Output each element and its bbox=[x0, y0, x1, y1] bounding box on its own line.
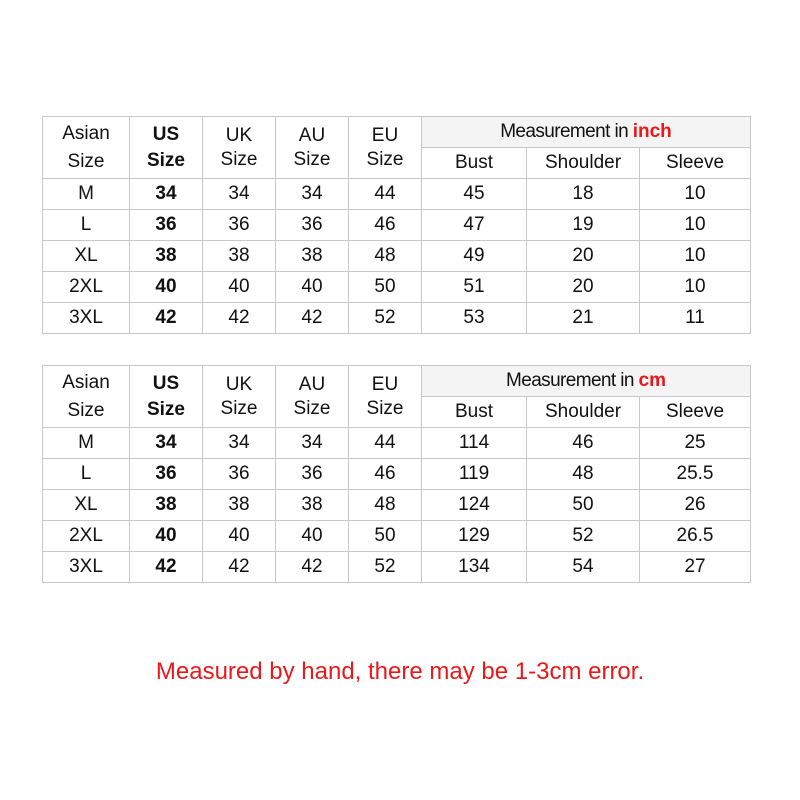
table-row bbox=[43, 428, 751, 459]
sleeve-header: Sleeve bbox=[640, 148, 751, 179]
sleeve-cell: 27 bbox=[640, 552, 751, 583]
uk-size-cell: 40 bbox=[203, 272, 276, 303]
us-size-cell: 42 bbox=[130, 303, 203, 334]
shoulder-header: Shoulder bbox=[527, 148, 640, 179]
sleeve-cell: 11 bbox=[640, 303, 751, 334]
sleeve-cell: 10 bbox=[640, 179, 751, 210]
bust-cell: 124 bbox=[422, 490, 527, 521]
bust-cell: 53 bbox=[422, 303, 527, 334]
au-size-cell: 34 bbox=[276, 428, 349, 459]
table-row bbox=[43, 490, 751, 521]
uk-size-cell: 42 bbox=[203, 552, 276, 583]
bust-cell: 134 bbox=[422, 552, 527, 583]
us-size-cell: 38 bbox=[130, 241, 203, 272]
au-size-cell: 40 bbox=[276, 521, 349, 552]
us-size-cell: 42 bbox=[130, 552, 203, 583]
bust-cell: 114 bbox=[422, 428, 527, 459]
us-size-header: US Size bbox=[130, 117, 203, 179]
eu-size-cell: 44 bbox=[349, 428, 422, 459]
uk-size-cell: 36 bbox=[203, 459, 276, 490]
asian-size-cell: 3XL bbox=[43, 552, 130, 583]
shoulder-cell: 21 bbox=[527, 303, 640, 334]
eu-size-header: EU Size bbox=[349, 366, 422, 428]
asian-size-header: Asian Size bbox=[43, 366, 130, 428]
shoulder-cell: 50 bbox=[527, 490, 640, 521]
us-size-cell: 40 bbox=[130, 521, 203, 552]
asian-size-cell: M bbox=[43, 179, 130, 210]
size-table-inch bbox=[42, 116, 751, 334]
asian-size-cell: L bbox=[43, 210, 130, 241]
bust-cell: 119 bbox=[422, 459, 527, 490]
au-size-cell: 42 bbox=[276, 303, 349, 334]
uk-size-header: UK Size bbox=[203, 117, 276, 179]
bust-cell: 129 bbox=[422, 521, 527, 552]
table-row bbox=[43, 272, 751, 303]
table-row bbox=[43, 521, 751, 552]
au-size-cell: 36 bbox=[276, 210, 349, 241]
shoulder-cell: 52 bbox=[527, 521, 640, 552]
asian-size-header: Asian Size bbox=[43, 117, 130, 179]
table-row bbox=[43, 241, 751, 272]
sleeve-cell: 25.5 bbox=[640, 459, 751, 490]
header-row bbox=[43, 366, 751, 397]
shoulder-cell: 48 bbox=[527, 459, 640, 490]
shoulder-header: Shoulder bbox=[527, 397, 640, 428]
eu-size-cell: 50 bbox=[349, 272, 422, 303]
unit-label: inch bbox=[632, 121, 672, 142]
shoulder-cell: 54 bbox=[527, 552, 640, 583]
bust-header: Bust bbox=[422, 148, 527, 179]
asian-size-cell: M bbox=[43, 428, 130, 459]
measurement-header: Measurement in cm bbox=[422, 366, 751, 397]
sleeve-cell: 10 bbox=[640, 272, 751, 303]
us-size-header: US Size bbox=[130, 366, 203, 428]
us-size-cell: 38 bbox=[130, 490, 203, 521]
bust-cell: 45 bbox=[422, 179, 527, 210]
table-row bbox=[43, 459, 751, 490]
au-size-cell: 36 bbox=[276, 459, 349, 490]
eu-size-cell: 48 bbox=[349, 241, 422, 272]
table-row bbox=[43, 303, 751, 334]
au-size-cell: 38 bbox=[276, 490, 349, 521]
uk-size-cell: 34 bbox=[203, 428, 276, 459]
header-row bbox=[43, 117, 751, 148]
table-row bbox=[43, 552, 751, 583]
asian-size-cell: XL bbox=[43, 490, 130, 521]
table-row bbox=[43, 179, 751, 210]
us-size-cell: 34 bbox=[130, 179, 203, 210]
asian-size-cell: 2XL bbox=[43, 521, 130, 552]
au-size-cell: 38 bbox=[276, 241, 349, 272]
size-table-cm bbox=[42, 365, 751, 583]
sleeve-cell: 26 bbox=[640, 490, 751, 521]
eu-size-cell: 46 bbox=[349, 210, 422, 241]
eu-size-cell: 44 bbox=[349, 179, 422, 210]
au-size-cell: 42 bbox=[276, 552, 349, 583]
uk-size-cell: 34 bbox=[203, 179, 276, 210]
sleeve-cell: 26.5 bbox=[640, 521, 751, 552]
asian-size-cell: 2XL bbox=[43, 272, 130, 303]
asian-size-cell: 3XL bbox=[43, 303, 130, 334]
asian-size-cell: L bbox=[43, 459, 130, 490]
measurement-header: Measurement in inch bbox=[422, 117, 751, 148]
bust-cell: 47 bbox=[422, 210, 527, 241]
eu-size-cell: 50 bbox=[349, 521, 422, 552]
shoulder-cell: 20 bbox=[527, 241, 640, 272]
unit-label: cm bbox=[638, 370, 667, 391]
uk-size-cell: 40 bbox=[203, 521, 276, 552]
uk-size-cell: 38 bbox=[203, 241, 276, 272]
uk-size-cell: 38 bbox=[203, 490, 276, 521]
shoulder-cell: 19 bbox=[527, 210, 640, 241]
eu-size-cell: 52 bbox=[349, 303, 422, 334]
au-size-header: AU Size bbox=[276, 117, 349, 179]
eu-size-header: EU Size bbox=[349, 117, 422, 179]
measurement-note: Measured by hand, there may be 1-3cm error. bbox=[155, 658, 645, 685]
uk-size-cell: 42 bbox=[203, 303, 276, 334]
us-size-cell: 36 bbox=[130, 210, 203, 241]
sleeve-header: Sleeve bbox=[640, 397, 751, 428]
shoulder-cell: 46 bbox=[527, 428, 640, 459]
sleeve-cell: 10 bbox=[640, 210, 751, 241]
uk-size-header: UK Size bbox=[203, 366, 276, 428]
uk-size-cell: 36 bbox=[203, 210, 276, 241]
shoulder-cell: 18 bbox=[527, 179, 640, 210]
eu-size-cell: 52 bbox=[349, 552, 422, 583]
au-size-cell: 34 bbox=[276, 179, 349, 210]
us-size-cell: 36 bbox=[130, 459, 203, 490]
table-row bbox=[43, 210, 751, 241]
asian-size-cell: XL bbox=[43, 241, 130, 272]
au-size-header: AU Size bbox=[276, 366, 349, 428]
us-size-cell: 40 bbox=[130, 272, 203, 303]
us-size-cell: 34 bbox=[130, 428, 203, 459]
sleeve-cell: 25 bbox=[640, 428, 751, 459]
bust-cell: 51 bbox=[422, 272, 527, 303]
eu-size-cell: 48 bbox=[349, 490, 422, 521]
sleeve-cell: 10 bbox=[640, 241, 751, 272]
bust-cell: 49 bbox=[422, 241, 527, 272]
au-size-cell: 40 bbox=[276, 272, 349, 303]
shoulder-cell: 20 bbox=[527, 272, 640, 303]
bust-header: Bust bbox=[422, 397, 527, 428]
eu-size-cell: 46 bbox=[349, 459, 422, 490]
